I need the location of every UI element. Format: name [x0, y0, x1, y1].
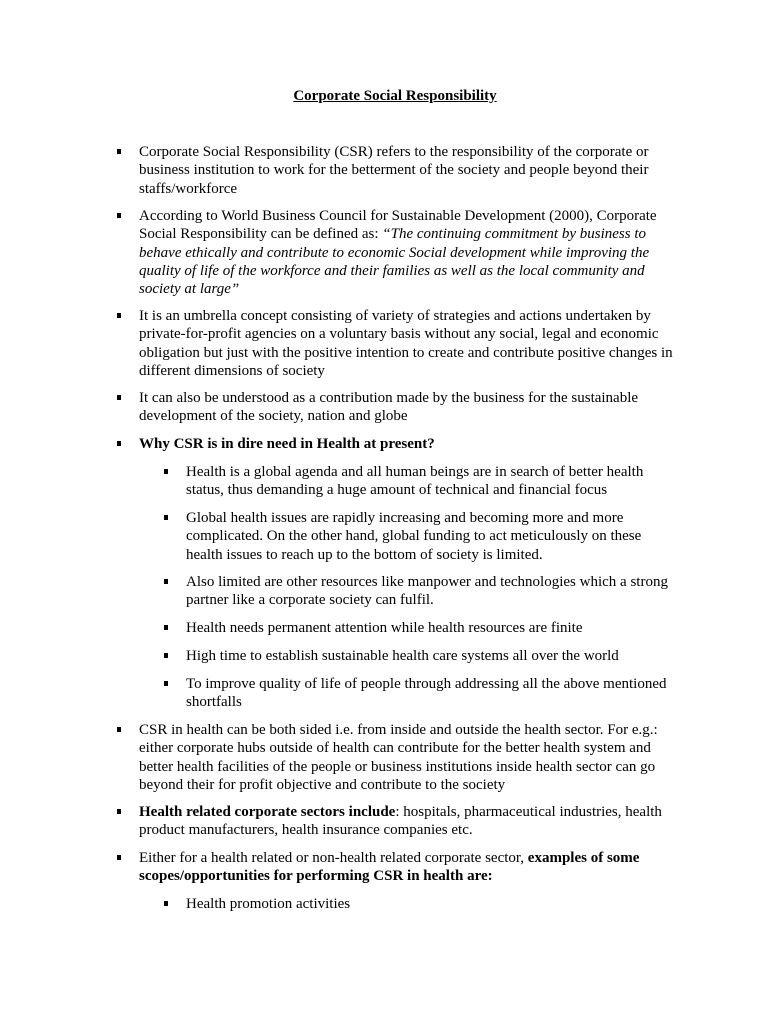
definition-quote: “The continuing commitment by business to behave ethically and contribute to economic Social development while improving the quality of life of the workforce and their families as well as the local community and society at large” [139, 226, 650, 298]
paragraph-text: According to World Business Council for Sustainable Development (2000), Corporate Social Responsibility can be defined as: [139, 208, 657, 243]
sub-list-item [186, 895, 676, 913]
bullet-icon [117, 855, 121, 860]
bullet-icon [164, 653, 168, 658]
sub-list-item [186, 573, 676, 610]
list-item [139, 803, 684, 840]
list-item [139, 143, 684, 198]
bullet-icon [117, 213, 121, 218]
bullet-icon [164, 515, 168, 520]
paragraph-text: High time to establish sustainable health care systems all over the world [186, 648, 619, 664]
sub-list-item [186, 509, 676, 564]
paragraph-text: Health is a global agenda and all human beings are in search of better health status, thus demanding a huge amount of technical and financial focus [186, 464, 644, 499]
paragraph-bold-lead: Health related corporate sectors include [139, 804, 396, 820]
bullet-icon [117, 313, 121, 318]
paragraph-text: It can also be understood as a contribution made by the business for the sustainable development of the society, nation and globe [139, 390, 639, 425]
paragraph-text: : hospitals, pharmaceutical industries, health product manufacturers, health insurance companies etc. [139, 804, 662, 839]
bullet-icon [117, 441, 121, 446]
sub-list-item [186, 619, 676, 637]
bullet-icon [164, 469, 168, 474]
bullet-icon [164, 681, 168, 686]
page-title: Corporate Social Responsibility [293, 88, 497, 104]
paragraph-text: To improve quality of life of people through addressing all the above mentioned shortfalls [186, 676, 667, 711]
paragraph-text: Health promotion activities [186, 896, 351, 912]
paragraph-text: It is an umbrella concept consisting of variety of strategies and actions undertaken by private-for-profit agencies on a voluntary basis without any social, legal and economic obligation but just with the positive intention to create and contribute positive changes in different dimensions of society [139, 308, 673, 379]
list-item [139, 435, 684, 453]
paragraph-text: Either for a health related or non-health related corporate sector, [139, 850, 528, 866]
paragraph-text: Corporate Social Responsibility (CSR) refers to the responsibility of the corporate or business institution to work for the betterment of the society and people beyond their staffs/workforce [139, 144, 649, 197]
paragraph-bold-tail: examples of some scopes/opportunities for performing CSR in health are: [139, 850, 640, 885]
section-heading: Why CSR is in dire need in Health at present? [139, 436, 435, 452]
bullet-icon [117, 727, 121, 732]
bullet-icon [117, 395, 121, 400]
sub-list-item [186, 675, 676, 712]
list-item [139, 307, 684, 380]
paragraph-text: Global health issues are rapidly increasing and becoming more and more complicated. On the other hand, global funding to act meticulously on these health issues to reach up to the bottom of society is limited. [186, 510, 642, 563]
list-item [139, 389, 684, 426]
paragraph-text: Also limited are other resources like manpower and technologies which a strong partner like a corporate society can fulfil. [186, 574, 668, 609]
paragraph-text: Health needs permanent attention while health resources are finite [186, 620, 583, 636]
sub-list-item [186, 463, 676, 500]
bullet-icon [164, 901, 168, 906]
paragraph-text: CSR in health can be both sided i.e. from inside and outside the health sector. For e.g.: either corporate hubs outside of health can contribute for the better health system and better health facilities of the people or business institutions inside health sector can go beyond their for profit objective and contribute to the society [139, 722, 658, 793]
bullet-icon [117, 149, 121, 154]
bullet-icon [164, 625, 168, 630]
bullet-icon [164, 579, 168, 584]
list-item [139, 721, 684, 794]
sub-list-item [186, 647, 676, 665]
list-item [139, 849, 684, 886]
list-item [139, 207, 684, 298]
bullet-icon [117, 809, 121, 814]
